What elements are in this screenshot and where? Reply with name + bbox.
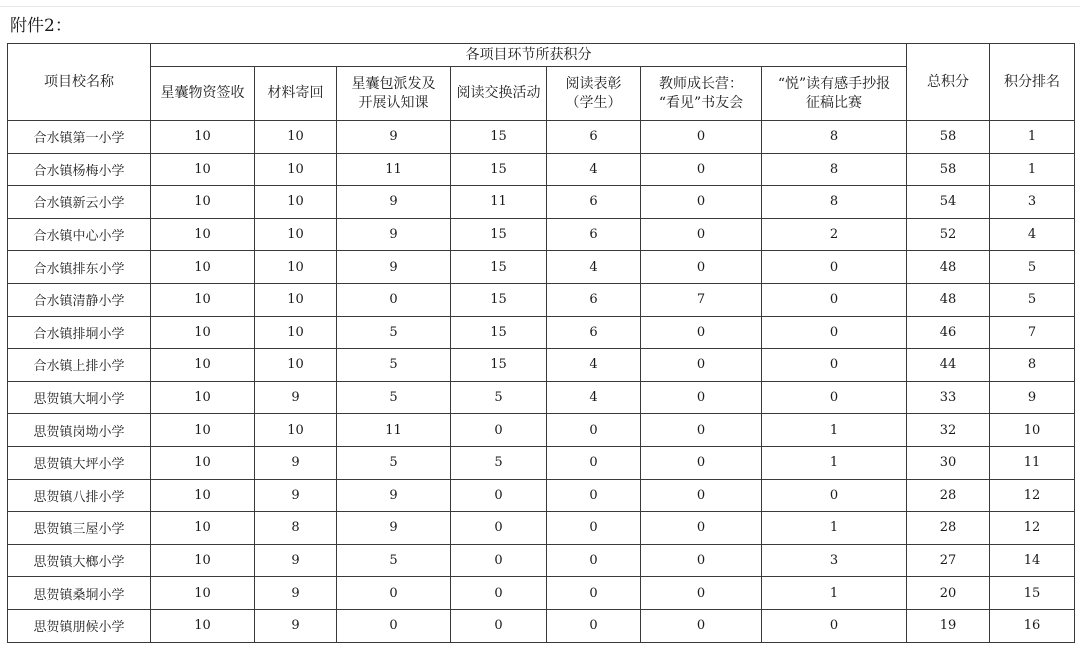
- item-score-cell: 2: [762, 218, 907, 251]
- item-score-cell: 10: [151, 186, 255, 219]
- item-score-cell: 0: [762, 381, 907, 414]
- item-score-cell: 0: [547, 479, 641, 512]
- header-item-line: 星囊包派发及: [351, 75, 436, 92]
- item-score-cell: 10: [151, 544, 255, 577]
- rank-cell: 10: [990, 414, 1075, 447]
- total-score-cell: 28: [907, 512, 990, 545]
- total-score-cell: 58: [907, 121, 990, 154]
- rank-cell: 16: [990, 609, 1075, 642]
- item-score-cell: 11: [337, 414, 451, 447]
- item-score-cell: 4: [547, 349, 641, 382]
- school-name-cell: 合水镇杨梅小学: [8, 153, 151, 186]
- rank-cell: 15: [990, 577, 1075, 610]
- item-score-cell: 15: [451, 349, 547, 382]
- item-score-cell: 0: [547, 512, 641, 545]
- item-score-cell: 1: [762, 577, 907, 610]
- item-score-cell: 10: [151, 283, 255, 316]
- header-item-line: 阅读表彰: [565, 75, 622, 92]
- total-score-cell: 20: [907, 577, 990, 610]
- item-score-cell: 5: [337, 349, 451, 382]
- item-score-cell: 5: [337, 446, 451, 479]
- header-total: 总积分: [907, 44, 990, 121]
- item-score-cell: 10: [151, 577, 255, 610]
- item-score-cell: 1: [762, 414, 907, 447]
- item-score-cell: 5: [337, 544, 451, 577]
- item-score-cell: 0: [641, 414, 762, 447]
- item-score-cell: 10: [255, 316, 337, 349]
- item-score-cell: 15: [451, 283, 547, 316]
- item-score-cell: 0: [641, 577, 762, 610]
- item-score-cell: 0: [641, 186, 762, 219]
- rank-cell: 5: [990, 283, 1075, 316]
- school-name-cell: 思贺镇八排小学: [8, 479, 151, 512]
- item-score-cell: 1: [762, 512, 907, 545]
- attachment-title: 附件2：: [10, 16, 72, 36]
- item-score-cell: 0: [451, 609, 547, 642]
- rank-cell: 7: [990, 316, 1075, 349]
- total-score-cell: 48: [907, 283, 990, 316]
- item-score-cell: 10: [151, 316, 255, 349]
- item-score-cell: 10: [255, 153, 337, 186]
- total-score-cell: 27: [907, 544, 990, 577]
- table-row: [8, 479, 1075, 512]
- item-score-cell: 4: [547, 251, 641, 284]
- item-score-cell: 10: [255, 186, 337, 219]
- school-name-cell: 思贺镇大垌小学: [8, 381, 151, 414]
- item-score-cell: 9: [255, 609, 337, 642]
- item-score-cell: 6: [547, 218, 641, 251]
- rank-cell: 11: [990, 446, 1075, 479]
- item-score-cell: 10: [151, 153, 255, 186]
- item-score-cell: 11: [451, 186, 547, 219]
- table-row: [8, 316, 1075, 349]
- table-row: [8, 414, 1075, 447]
- school-name-cell: 合水镇上排小学: [8, 349, 151, 382]
- item-score-cell: 10: [255, 349, 337, 382]
- item-score-cell: 10: [255, 414, 337, 447]
- header-item-6: [641, 67, 762, 121]
- item-score-cell: 10: [151, 381, 255, 414]
- item-score-cell: 9: [255, 544, 337, 577]
- item-score-cell: 9: [337, 479, 451, 512]
- header-item-line: 阅读交换活动: [456, 85, 541, 101]
- item-score-cell: 0: [641, 121, 762, 154]
- school-name-cell: 合水镇中心小学: [8, 218, 151, 251]
- item-score-cell: 0: [547, 577, 641, 610]
- header-item-7: [762, 67, 907, 121]
- rank-cell: 1: [990, 153, 1075, 186]
- table-row: [8, 349, 1075, 382]
- rank-cell: 8: [990, 349, 1075, 382]
- school-name-cell: 合水镇新云小学: [8, 186, 151, 219]
- header-item-line: （学生）: [565, 94, 622, 111]
- header-item-2: [255, 67, 337, 121]
- item-score-cell: 0: [547, 544, 641, 577]
- header-item-line: 教师成长营：: [659, 75, 743, 92]
- item-score-cell: 9: [337, 186, 451, 219]
- total-score-cell: 28: [907, 479, 990, 512]
- item-score-cell: 15: [451, 218, 547, 251]
- total-score-cell: 46: [907, 316, 990, 349]
- item-score-cell: 10: [255, 283, 337, 316]
- item-score-cell: 8: [762, 153, 907, 186]
- school-name-cell: 思贺镇岗坳小学: [8, 414, 151, 447]
- rank-cell: 12: [990, 479, 1075, 512]
- item-score-cell: 0: [641, 316, 762, 349]
- item-score-cell: 0: [451, 544, 547, 577]
- header-item-line: 星囊物资签收: [160, 85, 245, 101]
- header-item-line: “悦”读有感手抄报: [777, 75, 891, 92]
- school-name-cell: 合水镇第一小学: [8, 121, 151, 154]
- item-score-cell: 6: [547, 121, 641, 154]
- item-score-cell: 5: [451, 381, 547, 414]
- item-score-cell: 0: [547, 414, 641, 447]
- rank-cell: 1: [990, 121, 1075, 154]
- item-score-cell: 0: [451, 577, 547, 610]
- total-score-cell: 33: [907, 381, 990, 414]
- item-score-cell: 10: [151, 446, 255, 479]
- item-score-cell: 0: [547, 446, 641, 479]
- table-row: [8, 577, 1075, 610]
- rank-cell: 4: [990, 218, 1075, 251]
- item-score-cell: 10: [151, 512, 255, 545]
- item-score-cell: 4: [547, 381, 641, 414]
- item-score-cell: 0: [762, 609, 907, 642]
- item-score-cell: 0: [451, 479, 547, 512]
- table-row: [8, 186, 1075, 219]
- item-score-cell: 0: [337, 283, 451, 316]
- score-table: [7, 43, 1075, 643]
- item-score-cell: 10: [151, 414, 255, 447]
- total-score-cell: 48: [907, 251, 990, 284]
- item-score-cell: 1: [762, 446, 907, 479]
- header-item-5: [547, 67, 641, 121]
- item-score-cell: 10: [255, 251, 337, 284]
- total-score-cell: 52: [907, 218, 990, 251]
- item-score-cell: 6: [547, 186, 641, 219]
- school-name-cell: 合水镇排东小学: [8, 251, 151, 284]
- item-score-cell: 0: [641, 609, 762, 642]
- item-score-cell: 0: [641, 479, 762, 512]
- item-score-cell: 6: [547, 283, 641, 316]
- item-score-cell: 5: [451, 446, 547, 479]
- table-row: [8, 121, 1075, 154]
- total-score-cell: 44: [907, 349, 990, 382]
- item-score-cell: 10: [151, 349, 255, 382]
- table-row: [8, 512, 1075, 545]
- table-row: [8, 283, 1075, 316]
- header-item-line: “看见”书友会: [658, 94, 744, 111]
- header-item-line: 材料寄回: [267, 85, 324, 101]
- item-score-cell: 0: [641, 153, 762, 186]
- header-item-3: [337, 67, 451, 121]
- item-score-cell: 0: [762, 479, 907, 512]
- header-item-line: 开展认知课: [358, 94, 429, 111]
- table-row: [8, 446, 1075, 479]
- item-score-cell: 15: [451, 251, 547, 284]
- item-score-cell: 8: [255, 512, 337, 545]
- table-row: [8, 251, 1075, 284]
- item-score-cell: 9: [255, 577, 337, 610]
- item-score-cell: 11: [337, 153, 451, 186]
- total-score-cell: 54: [907, 186, 990, 219]
- item-score-cell: 9: [337, 251, 451, 284]
- item-score-cell: 10: [255, 121, 337, 154]
- item-score-cell: 0: [762, 316, 907, 349]
- item-score-cell: 0: [762, 349, 907, 382]
- rank-cell: 9: [990, 381, 1075, 414]
- total-score-cell: 58: [907, 153, 990, 186]
- header-item-4: [451, 67, 547, 121]
- school-name-cell: 合水镇清静小学: [8, 283, 151, 316]
- item-score-cell: 9: [255, 381, 337, 414]
- item-score-cell: 6: [547, 316, 641, 349]
- item-score-cell: 5: [337, 316, 451, 349]
- header-score-group: 各项目环节所获积分: [151, 44, 907, 67]
- item-score-cell: 5: [337, 381, 451, 414]
- school-name-cell: 思贺镇朋候小学: [8, 609, 151, 642]
- item-score-cell: 15: [451, 153, 547, 186]
- school-name-cell: 思贺镇三屋小学: [8, 512, 151, 545]
- header-rank: 积分排名: [990, 44, 1075, 121]
- item-score-cell: 0: [641, 251, 762, 284]
- item-score-cell: 0: [762, 283, 907, 316]
- page-top-rule: [0, 6, 1080, 7]
- total-score-cell: 30: [907, 446, 990, 479]
- rank-cell: 12: [990, 512, 1075, 545]
- rank-cell: 3: [990, 186, 1075, 219]
- item-score-cell: 0: [762, 251, 907, 284]
- item-score-cell: 0: [337, 577, 451, 610]
- item-score-cell: 7: [641, 283, 762, 316]
- table-row: [8, 381, 1075, 414]
- item-score-cell: 8: [762, 186, 907, 219]
- item-score-cell: 9: [337, 512, 451, 545]
- item-score-cell: 15: [451, 121, 547, 154]
- item-score-cell: 10: [151, 251, 255, 284]
- school-name-cell: 思贺镇大榔小学: [8, 544, 151, 577]
- item-score-cell: 10: [151, 479, 255, 512]
- table-row: [8, 609, 1075, 642]
- item-score-cell: 10: [151, 218, 255, 251]
- item-score-cell: 0: [547, 609, 641, 642]
- rank-cell: 14: [990, 544, 1075, 577]
- item-score-cell: 0: [641, 544, 762, 577]
- table-row: [8, 153, 1075, 186]
- item-score-cell: 0: [451, 512, 547, 545]
- table-row: [8, 544, 1075, 577]
- item-score-cell: 0: [641, 349, 762, 382]
- header-item-1: [151, 67, 255, 121]
- item-score-cell: 4: [547, 153, 641, 186]
- school-name-cell: 思贺镇大坪小学: [8, 446, 151, 479]
- item-score-cell: 15: [451, 316, 547, 349]
- item-score-cell: 0: [641, 512, 762, 545]
- school-name-cell: 合水镇排垌小学: [8, 316, 151, 349]
- item-score-cell: 9: [337, 218, 451, 251]
- item-score-cell: 0: [451, 414, 547, 447]
- rank-cell: 5: [990, 251, 1075, 284]
- item-score-cell: 8: [762, 121, 907, 154]
- total-score-cell: 19: [907, 609, 990, 642]
- header-item-line: 征稿比赛: [806, 94, 862, 111]
- item-score-cell: 0: [641, 446, 762, 479]
- school-name-cell: 思贺镇桑垌小学: [8, 577, 151, 610]
- item-score-cell: 9: [255, 479, 337, 512]
- item-score-cell: 0: [337, 609, 451, 642]
- item-score-cell: 9: [255, 446, 337, 479]
- item-score-cell: 10: [255, 218, 337, 251]
- item-score-cell: 10: [151, 609, 255, 642]
- item-score-cell: 0: [641, 218, 762, 251]
- total-score-cell: 32: [907, 414, 990, 447]
- item-score-cell: 0: [641, 381, 762, 414]
- header-school: 项目校名称: [8, 44, 151, 121]
- item-score-cell: 10: [151, 121, 255, 154]
- item-score-cell: 9: [337, 121, 451, 154]
- item-score-cell: 3: [762, 544, 907, 577]
- table-row: [8, 218, 1075, 251]
